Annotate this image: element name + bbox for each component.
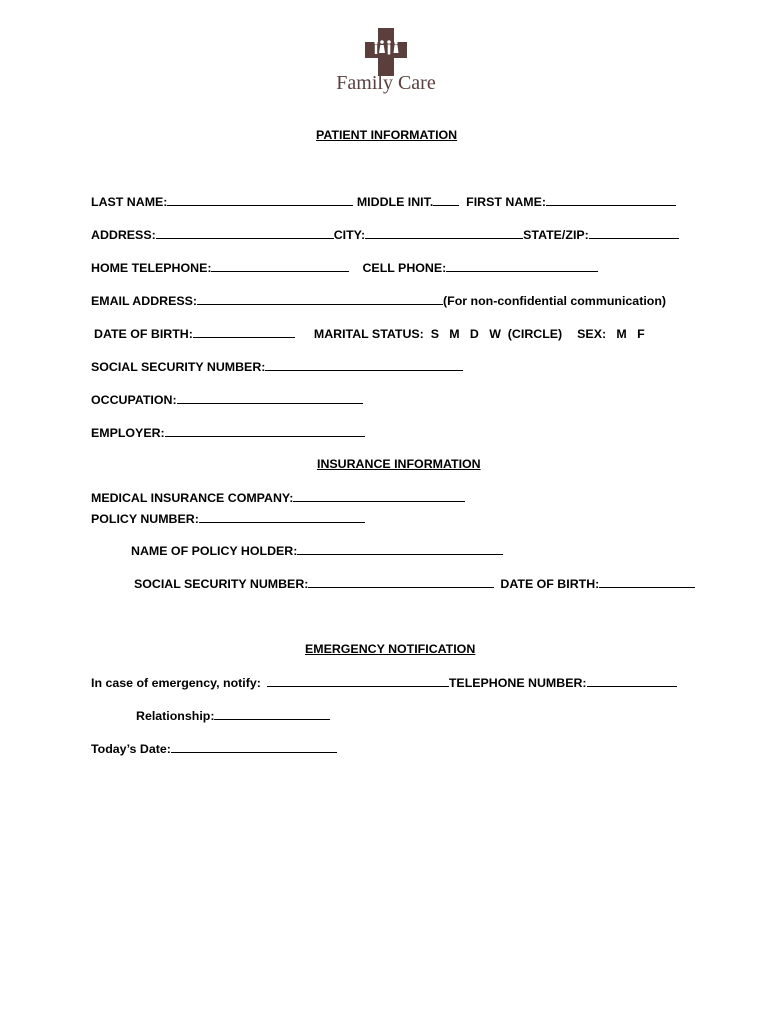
employer-row: [91, 425, 365, 440]
state-zip-field[interactable]: [589, 227, 679, 239]
logo-text: Family Care: [336, 72, 436, 94]
address-field[interactable]: [156, 227, 334, 239]
cell-phone-label: CELL PHONE:: [362, 261, 447, 275]
policy-holder-label: NAME OF POLICY HOLDER:: [131, 544, 298, 558]
occupation-label: OCCUPATION:: [91, 393, 177, 407]
policy-number-field[interactable]: [199, 511, 365, 523]
email-address-label: EMAIL ADDRESS:: [91, 294, 198, 308]
policy-holder-field[interactable]: [297, 543, 503, 555]
cross-with-family-icon: [365, 28, 407, 76]
sex-label: SEX:: [577, 327, 607, 341]
insurance-company-label: MEDICAL INSURANCE COMPANY:: [91, 491, 294, 505]
middle-init-label: MIDDLE INIT.: [356, 195, 434, 209]
email-address-field[interactable]: [197, 293, 443, 305]
address-row: [91, 227, 679, 242]
holder-ssn-label: SOCIAL SECURITY NUMBER:: [134, 577, 309, 591]
holder-dob-label: DATE OF BIRTH:: [500, 577, 600, 591]
holder-ssn-field[interactable]: [308, 576, 494, 588]
marital-status-label: MARITAL STATUS:: [313, 327, 424, 341]
employer-label: EMPLOYER:: [91, 426, 165, 440]
policy-holder-row: [131, 543, 503, 558]
section-title-insurance-information: INSURANCE INFORMATION: [317, 457, 481, 471]
name-row: [91, 194, 676, 209]
emergency-notify-field[interactable]: [267, 675, 449, 687]
last-name-label: LAST NAME:: [91, 195, 168, 209]
emergency-notify-label: In case of emergency, notify:: [91, 676, 261, 690]
home-telephone-field[interactable]: [211, 260, 349, 272]
occupation-field[interactable]: [177, 392, 363, 404]
relationship-label: Relationship:: [136, 709, 215, 723]
city-field[interactable]: [365, 227, 523, 239]
policy-number-row: [91, 511, 365, 526]
todays-date-label: Today’s Date:: [91, 742, 171, 756]
middle-init-field[interactable]: [433, 194, 459, 206]
todays-date-field[interactable]: [171, 741, 337, 753]
address-label: ADDRESS:: [91, 228, 156, 242]
family-care-logo: [336, 28, 436, 100]
holder-dob-field[interactable]: [599, 576, 695, 588]
home-telephone-label: HOME TELEPHONE:: [91, 261, 212, 275]
city-label: CITY:: [333, 228, 366, 242]
date-of-birth-field[interactable]: [193, 326, 295, 338]
marital-status-options[interactable]: S M D W: [430, 327, 501, 341]
relationship-field[interactable]: [214, 708, 330, 720]
phone-row: [91, 260, 598, 275]
date-of-birth-label: DATE OF BIRTH:: [94, 327, 193, 341]
employer-field[interactable]: [165, 425, 365, 437]
state-zip-label: STATE/ZIP:: [523, 228, 589, 242]
insurance-company-field[interactable]: [293, 490, 465, 502]
first-name-field[interactable]: [546, 194, 676, 206]
emergency-telephone-label: TELEPHONE NUMBER:: [448, 676, 587, 690]
sex-options[interactable]: M F: [616, 327, 645, 341]
cell-phone-field[interactable]: [446, 260, 598, 272]
insurance-company-row: [91, 490, 465, 505]
social-security-field[interactable]: [265, 359, 463, 371]
section-title-patient-information: PATIENT INFORMATION: [316, 128, 458, 142]
social-security-label: SOCIAL SECURITY NUMBER:: [91, 360, 266, 374]
first-name-label: FIRST NAME:: [466, 195, 546, 209]
emergency-telephone-field[interactable]: [587, 675, 677, 687]
email-note: (For non-confidential communication): [443, 294, 667, 308]
holder-ssn-dob-row: [134, 576, 695, 591]
section-title-emergency-notification: EMERGENCY NOTIFICATION: [305, 642, 476, 656]
email-row: [91, 293, 666, 308]
last-name-field[interactable]: [167, 194, 353, 206]
ssn-row: [91, 359, 463, 374]
emergency-contact-row: [91, 675, 677, 690]
circle-note: (CIRCLE): [507, 327, 563, 341]
todays-date-row: [91, 741, 337, 756]
dob-marital-row: [94, 326, 645, 341]
relationship-row: [136, 708, 330, 723]
policy-number-label: POLICY NUMBER:: [91, 512, 199, 526]
occupation-row: [91, 392, 363, 407]
